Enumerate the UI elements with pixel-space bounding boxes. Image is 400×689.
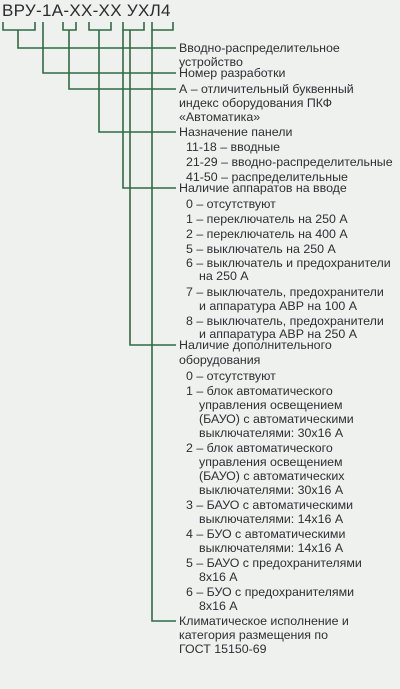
input-devices-line: 5 – выключатель на 250 А [186,242,336,256]
bracket-a [63,22,76,30]
extra-equipment-line: 4 – БУО с автоматическими [186,527,346,541]
extra-equipment-line: Наличие дополнительного [179,338,332,352]
extra-equipment-line: (БАУО) с автоматическими [199,412,354,426]
extra-equipment-line: 3 – БАУО с автоматическими [186,498,354,512]
extra-equipment-line: 8х16 А [199,599,238,613]
bracket-climate [152,22,173,30]
input-devices-line: Наличие аппаратов на вводе [179,181,347,195]
extra-equipment-line: 2 – блок автоматического [186,441,333,455]
connector-climate [152,30,176,621]
bracket-xx1 [89,22,111,30]
panel-purpose-line: 11-18 – вводные [186,140,281,154]
climate-line: ГОСТ 15150-69 [179,642,267,656]
extra-equipment-line: оборудования [179,353,261,367]
input-devices-line: и аппаратура АВР на 250 А [199,327,357,341]
connector-panel-purpose [99,30,176,132]
letter-index-line: «Автоматика» [179,110,261,124]
letter-index-line: А – отличительный буквенный [179,82,354,96]
extra-equipment-line: 0 – отсутствуют [186,369,276,383]
designation-code: ВРУ-1А-ХХ-ХХ УХЛ4 [2,1,171,20]
extra-equipment-line: 1 – блок автоматического [186,384,333,398]
input-devices-line: 7 – выключатель, предохранители [186,285,384,299]
extra-equipment-line: выключателями: 14х16 А [199,512,344,526]
extra-equipment-line: управления освещением [199,398,343,412]
dev-number-line: Номер разработки [179,66,286,80]
extra-equipment-line: (БАУО) с автоматических [199,469,345,483]
letter-index-line: индекс оборудования ПКФ [179,96,332,110]
device-type-line: Вводно-распределительное [179,41,340,55]
input-devices-line: на 250 А [199,269,249,283]
panel-purpose-line: 41-50 – распределительные [186,170,348,184]
connector-input-devices [123,30,176,188]
extra-equipment-line: выключателями: 30х16 А [199,483,344,497]
extra-equipment-line: 5 – БАУО с предохранителями [186,556,362,570]
extra-equipment-line: выключателями: 14х16 А [199,541,344,555]
device-type-line: устройство [179,55,243,69]
extra-equipment-line: выключателями: 30х16 А [199,426,344,440]
climate-line: Климатическое исполнение и [179,614,349,628]
input-devices-line: 1 – переключатель на 250 А [186,212,348,226]
climate-line: категория размещения по [179,628,329,642]
extra-equipment-line: управления освещением [199,455,343,469]
input-devices-line: 0 – отсутствуют [186,197,276,211]
extra-equipment-line: 6 – БУО с предохранителями [186,585,355,599]
bracket-vru [3,22,35,30]
panel-purpose-line: Назначение панели [179,125,293,139]
input-devices-line: 8 – выключатель, предохранители [186,314,384,328]
input-devices-line: 6 – выключатель и предохранители [186,256,391,270]
input-devices-line: 2 – переключатель на 400 А [186,227,348,241]
panel-purpose-line: 21-29 – вводно-распределительные [186,155,393,169]
input-devices-line: и аппаратура АВР на 100 А [199,299,357,313]
bracket-xx2 [123,22,144,30]
extra-equipment-line: 8х16 А [199,570,238,584]
